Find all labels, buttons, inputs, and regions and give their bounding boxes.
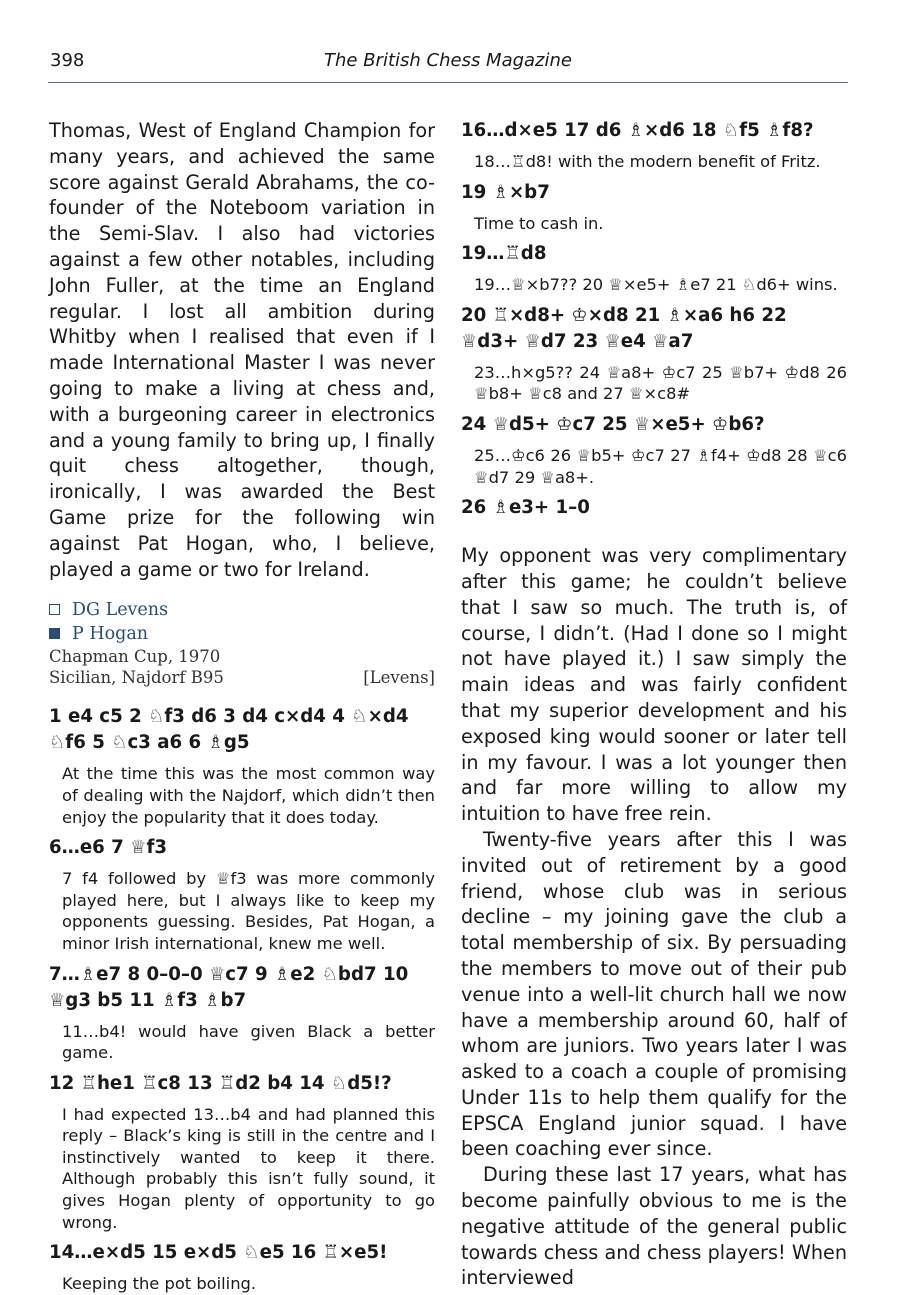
- white-square-icon: [49, 604, 60, 615]
- page-header: [48, 48, 848, 83]
- moves-6: 16…d×e5 17 d6 ♗×d6 18 ♘f5 ♗f8?: [461, 120, 814, 141]
- opening: Sicilian, Najdorf B95: [49, 668, 224, 688]
- black-square-icon: [49, 628, 60, 639]
- white-player: [49, 598, 435, 622]
- event: Chapman Cup, 1970: [49, 647, 221, 667]
- right-column: [461, 118, 847, 1291]
- note-5: Keeping the pot boiling.: [62, 1274, 257, 1294]
- moves-9: 20 ♖×d8+ ♔×d8 21 ♗×a6 h6 22 ♕d3+ ♕d7 23 ♕e4 ♕a7: [461, 304, 787, 352]
- black-player-name: P Hogan: [72, 624, 149, 645]
- moves-4: 12 ♖he1 ♖c8 13 ♖d2 b4 14 ♘d5!?: [49, 1072, 392, 1094]
- note-4: I had expected 13…b4 and had planned this reply – Black’s king is still in the centre and I instinctively wanted to keep it there. Although probably this isn’t fully sound, it gives Hogan plenty of opportunity to go wrong.: [62, 1104, 435, 1232]
- paragraph-1: My opponent was very complimentary after this game; he couldn’t believe that I saw so much. The truth is, of course, I didn’t. (Had I done so I might not have played it.) I saw simply the main ideas and was fairly confident that my superior development and his exposed king would sooner or later tell in my favour. I was a lot younger then and far more willing to allow my intuition to have free rein.: [461, 544, 847, 826]
- moves-5: 14…e×d5 15 e×d5 ♘e5 16 ♖×e5!: [49, 1242, 388, 1264]
- magazine-title: The British Chess Magazine: [324, 50, 572, 71]
- note-2: 7 f4 followed by ♕f3 was more commonly played here, but I always like to keep my opponents guessing. Besides, Pat Hogan, a minor Irish international, knew me well.: [62, 869, 435, 953]
- moves-8: 19…♖d8: [461, 243, 547, 265]
- event-line: [49, 646, 435, 667]
- paragraph-2: Twenty-five years after this I was invited out of retirement by a good friend, whose club was in serious decline – my joining gave the club a total membership of six. By persuading the members to move out of their pub venue into a well-lit church hall we now have a membership around 60, half of whom are juniors. Two years later I was asked to a coach a couple of promising Under 11s to help them qualify for the EPSCA England junior squad. I have been coaching ever since.: [461, 827, 847, 1161]
- note-3: 11…b4! would have given Black a better game.: [62, 1021, 435, 1063]
- note-6: 18…♖d8! with the modern benefit of Fritz.: [474, 152, 821, 171]
- note-1: At the time this was the most common way of dealing with the Najdorf, which didn’t then enjoy the popularity that it does today.: [62, 764, 435, 827]
- note-7: Time to cash in.: [474, 213, 604, 233]
- moves-7: 19 ♗×b7: [461, 181, 550, 203]
- moves-11: 26 ♗e3+ 1–0: [461, 497, 590, 519]
- moves-2: 6…e6 7 ♕f3: [49, 837, 168, 859]
- paragraph-3: During these last 17 years, what has become painfully obvious to me is the negative attitude of the general public towards chess and chess players! When interviewed: [461, 1163, 847, 1290]
- note-8: 19…♕×b7?? 20 ♕×e5+ ♗e7 21 ♘d6+ wins.: [474, 275, 838, 295]
- page-number: 398: [50, 50, 85, 71]
- annotator: [Levens]: [363, 668, 435, 688]
- moves-3: 7…♗e7 8 0–0–0 ♕c7 9 ♗e2 ♘bd7 10 ♕g3 b5 11 ♗f3 ♗b7: [49, 963, 409, 1011]
- white-player-name: DG Levens: [72, 600, 169, 621]
- intro-paragraph: Thomas, West of England Champion for many years, and achieved the same score against Gerald Abrahams, the co-founder of the Noteboom variation in the Semi-Slav. I also had victories against a few other notables, including John Fuller, at the time an England regular. I lost all ambition during Whitby when I realised that even if I made International Master I was never going to make a living at chess and, with a burgeoning career in electronics and a young family to bring up, I finally quit chess altogether, though, ironically, I was awarded the Best Game prize for the following win against Pat Hogan, who, I believe, played a game or two for Ireland.: [49, 119, 435, 581]
- left-column: [49, 118, 435, 1295]
- moves-10: 24 ♕d5+ ♔c7 25 ♕×e5+ ♔b6?: [461, 413, 765, 435]
- note-9: 23…h×g5?? 24 ♕a8+ ♔c7 25 ♕b7+ ♔d8 26 ♕b8+ ♕c8 and 27 ♕×c8#: [474, 362, 847, 404]
- opening-line: [49, 667, 435, 688]
- black-player: [49, 622, 435, 646]
- moves-1: 1 e4 c5 2 ♘f3 d6 3 d4 c×d4 4 ♘×d4 ♘f6 5 ♘c3 a6 6 ♗g5: [49, 706, 409, 754]
- note-10: 25…♔c6 26 ♕b5+ ♔c7 27 ♗f4+ ♔d8 28 ♕c6 ♕d7 29 ♕a8+.: [474, 445, 847, 487]
